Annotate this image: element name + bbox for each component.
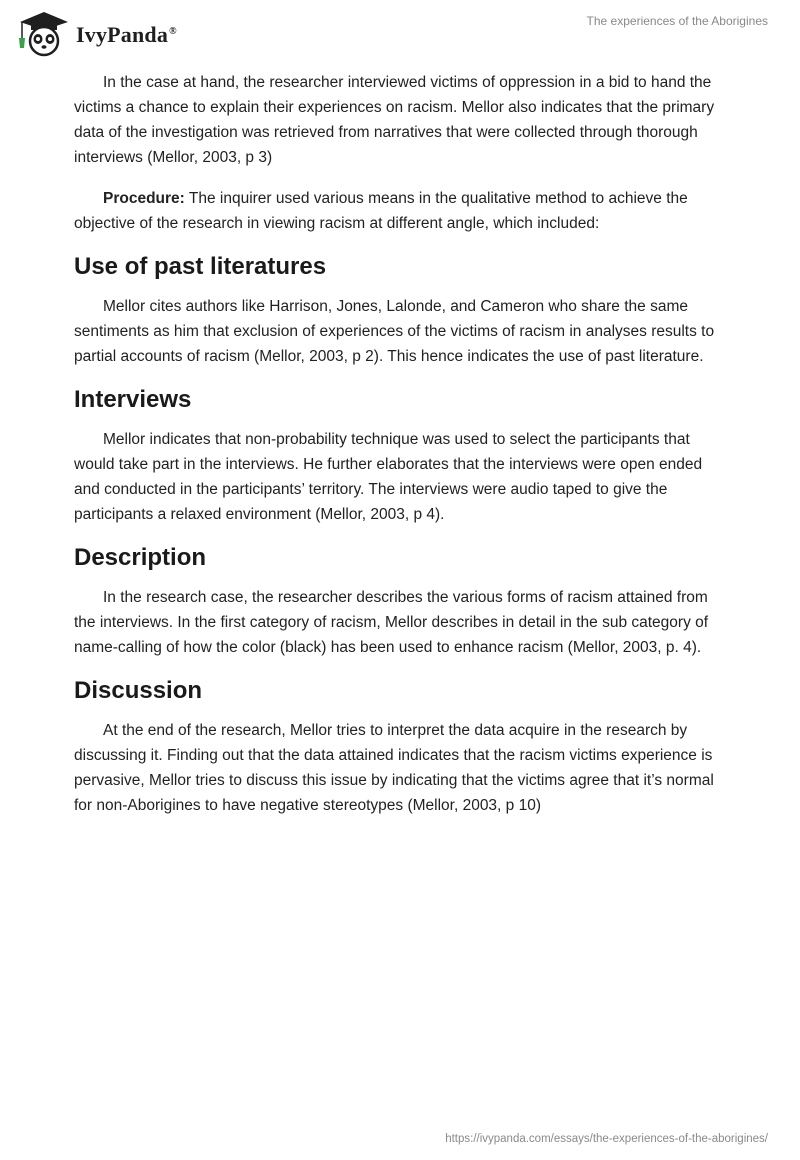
section-heading-interviews: Interviews [74,386,192,413]
brand-name [76,22,177,48]
section-paragraph-past-literatures: Mellor cites authors like Harrison, Jones, Lalonde, and Cameron who share the same sentiments as him that exclusion of experiences of the victims of racism in analyses results to partial accounts of racism (Mellor, 2003, p 2). This hence indicates the use of past literature. [74,298,715,365]
section-paragraph-description: In the research case, the researcher describes the various forms of racism attained from the interviews. In the first category of racism, Mellor describes in detail in the sub category of name-calling of how the color (black) has been used to enhance racism (Mellor, 2003, p. 4). [74,589,709,656]
registered-mark: ® [169,25,177,37]
section-paragraph-interviews: Mellor indicates that non-probability technique was used to select the participants that would take part in the interviews. He further elaborates that the interviews were open ended and conducted in the participants’ territory. The interviews were audio taped to give the participants a relaxed environment (Mellor, 2003, p 4). [74,431,703,523]
panda-graduate-icon [14,8,74,58]
brand-logo[interactable] [14,8,177,58]
section-heading-discussion: Discussion [74,677,203,704]
essay-content [74,70,724,834]
section-paragraph-discussion: At the end of the research, Mellor tries to interpret the data acquire in the research by discussing it. Finding out that the data attained indicates that the racism victims experience is pervasive, Mellor tries to discuss this issue by indicating that the victims agree that it’s normal for non-Aborigines to have negative stereotypes (Mellor, 2003, p 10) [74,722,714,814]
procedure-text: The inquirer used various means in the qualitative method to achieve the objective of the research in viewing racism at different angle, which included: [74,190,688,232]
intro-paragraph: In the case at hand, the researcher interviewed victims of oppression in a bid to hand the victims a chance to explain their experiences on racism. Mellor also indicates that the primary data of the investigation was retrieved from narratives that were collected through thorough interviews (Mellor, 2003, p 3) [74,74,715,166]
brand-name-text: IvyPanda [76,22,169,47]
document-title: The experiences of the Aborigines [586,14,768,28]
procedure-paragraph [74,186,724,236]
page-header [0,0,800,60]
source-url[interactable]: https://ivypanda.com/essays/the-experiences-of-the-aborigines/ [445,1133,768,1145]
section-heading-past-literatures: Use of past literatures [74,253,327,280]
procedure-label: Procedure: [103,190,185,207]
section-heading-description: Description [74,544,207,571]
